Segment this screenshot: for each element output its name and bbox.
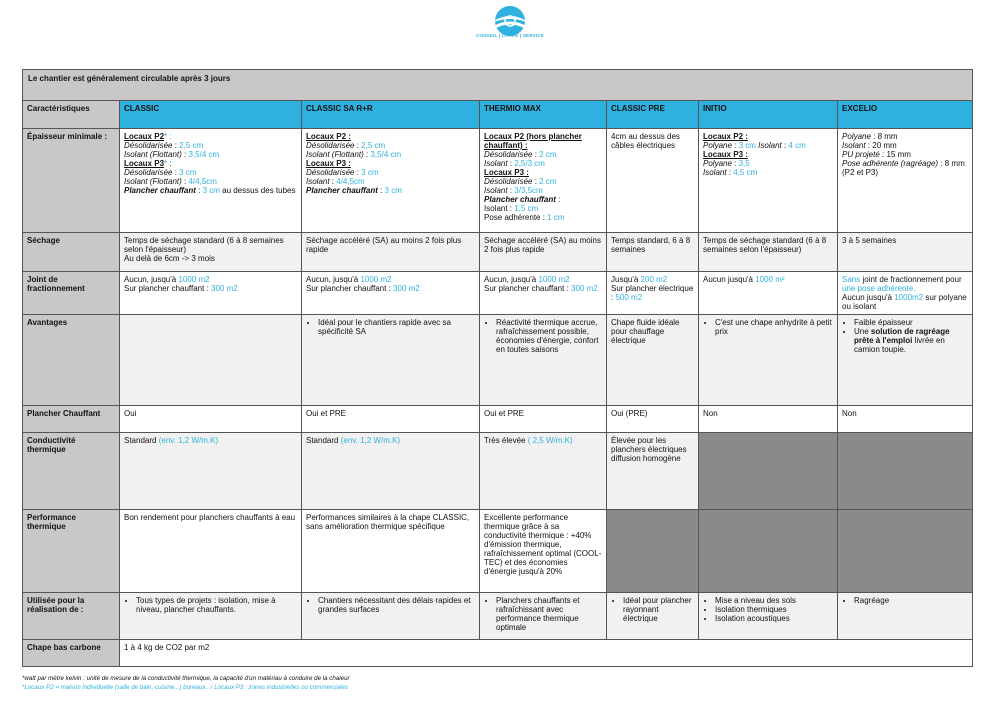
- sechage-thermio: Séchage accéléré (SA) au moins 2 fois plus rapide: [480, 233, 607, 272]
- sechage-classic: Temps de séchage standard (6 à 8 semaines selon l'épaisseur) Au delà de 6cm -> 3 mois: [120, 233, 302, 272]
- sechage-initio: Temps de séchage standard (6 à 8 semaines selon l'épaisseur): [699, 233, 838, 272]
- list-item: • Faible épaisseur: [854, 318, 968, 327]
- epaisseur-thermio: Locaux P2 (hors plancher chauffant) : Désolidarisée : 2 cm Isolant : 2,5/3 cm Locaux P3 : Désolidarisée : 2 cm Isolant : 3/3,5cm Plancher chauffant : Isolant : 1,5 cm Pose adhérente : 1 cm: [480, 129, 607, 233]
- utilisee-thermio: [480, 593, 607, 640]
- company-logo: [475, 4, 545, 44]
- row-epaisseur: [23, 129, 973, 233]
- list-item: • Idéal pour plancher rayonnant électrique: [623, 596, 694, 623]
- label-avantages: Avantages: [23, 315, 120, 406]
- joint-classic: Aucun, jusqu'à 1000 m2 Sur plancher chauffant : 300 m2: [120, 272, 302, 315]
- label-joint: Joint de fractionnement: [23, 272, 120, 315]
- epaisseur-pre: 4cm au dessus des câbles électriques: [607, 129, 699, 233]
- label-epaisseur: Épaisseur minimale :: [23, 129, 120, 233]
- avantages-pre: Chape fluide idéale pour chauffage électrique: [607, 315, 699, 406]
- header-excelio: EXCELIO: [838, 101, 973, 129]
- row-utilisee: [23, 593, 973, 640]
- title-row: [23, 70, 973, 101]
- logo-tagline: CONSEIL | CHAPE | SERVICE: [476, 33, 544, 38]
- plancher-classic-sa: Oui et PRE: [302, 406, 480, 433]
- conductivite-thermio: Très élevée ( 2,5 W/m.K): [480, 433, 607, 510]
- performance-initio: [699, 510, 838, 593]
- performance-excelio: [838, 510, 973, 593]
- footnote-locaux: *Locaux P2 = maison individuelle (salle de bain, cuisine...) bureaux.. / Locaux P3 : zones industrielles ou commerciales: [22, 684, 348, 691]
- label-utilisee: Utilisée pour la réalisation de :: [23, 593, 120, 640]
- carbone-value: 1 à 4 kg de CO2 par m2: [120, 640, 973, 667]
- label-sechage: Séchage: [23, 233, 120, 272]
- label-plancher: Plancher Chauffant: [23, 406, 120, 433]
- row-plancher: [23, 406, 973, 433]
- header-caracteristiques: Caractéristiques: [23, 101, 120, 129]
- list-item: • Ragréage: [854, 596, 968, 605]
- avantages-initio: [699, 315, 838, 406]
- header-classic-pre: CLASSIC PRE: [607, 101, 699, 129]
- joint-excelio: Sans joint de fractionnement pour une pose adhérente. Aucun jusqu'à 1000m2 sur polyane ou isolant: [838, 272, 973, 315]
- avantages-excelio: [838, 315, 973, 406]
- epaisseur-initio: Locaux P2 : Polyane : 3 cm Isolant : 4 cm Locaux P3 : Polyane : 3,5 Isolant : 4,5 cm: [699, 129, 838, 233]
- conductivite-initio: [699, 433, 838, 510]
- plancher-classic: Oui: [120, 406, 302, 433]
- header-classic-sa: CLASSIC SA R+R: [302, 101, 480, 129]
- conductivite-excelio: [838, 433, 973, 510]
- label-conductivite: Conductivité thermique: [23, 433, 120, 510]
- plancher-thermio: Oui et PRE: [480, 406, 607, 433]
- list-item: • Une solution de ragréage prête à l'emploi livrée en camion toupie.: [854, 327, 968, 354]
- list-item: • Tous types de projets : isolation, mise à niveau, plancher chauffants.: [136, 596, 297, 614]
- comparison-table: [22, 69, 973, 667]
- utilisee-initio: [699, 593, 838, 640]
- conductivite-classic: Standard (env. 1,2 W/m.K): [120, 433, 302, 510]
- header-row: [23, 101, 973, 129]
- list-item: • Réactivité thermique accrue, rafraîchissement possible, économies d'énergie, confort en toutes saisons: [496, 318, 602, 354]
- list-item: • Chantiers nécessitant des délais rapides et grandes surfaces: [318, 596, 475, 614]
- epaisseur-classic-sa: Locaux P2 : Désolidarisée : 2,5 cm Isolant (Flottant) : 3,5/4 cm Locaux P3 : Désolidarisée : 3 cm Isolant : 4/4,5cm Plancher chauffant : 3 cm: [302, 129, 480, 233]
- row-conductivite: [23, 433, 973, 510]
- row-avantages: [23, 315, 973, 406]
- table-title: Le chantier est généralement circulable après 3 jours: [23, 70, 973, 101]
- epaisseur-classic: Locaux P2* : Désolidarisée : 2,5 cm Isolant (Flottant) : 3,5/4 cm Locaux P3* : Désolidarisée : 3 cm Isolant (Flottant) : 4/4,5cm Plancher chauffant : 3 cm au dessus des tubes: [120, 129, 302, 233]
- label-carbone: Chape bas carbone: [23, 640, 120, 667]
- joint-pre: Jusqu'à 200 m2 Sur plancher électrique : 500 m2: [607, 272, 699, 315]
- performance-classic: Bon rendement pour planchers chauffants à eau: [120, 510, 302, 593]
- avantages-thermio: [480, 315, 607, 406]
- joint-initio: Aucun jusqu'à 1000 m²: [699, 272, 838, 315]
- joint-classic-sa: Aucun, jusqu'à 1000 m2 Sur plancher chauffant : 300 m2: [302, 272, 480, 315]
- row-carbone: [23, 640, 973, 667]
- header-initio: INITIO: [699, 101, 838, 129]
- utilisee-classic-sa: [302, 593, 480, 640]
- plancher-excelio: Non: [838, 406, 973, 433]
- sechage-classic-sa: Séchage accéléré (SA) au moins 2 fois plus rapide: [302, 233, 480, 272]
- list-item: • Isolation thermiques: [715, 605, 833, 614]
- list-item: • Planchers chauffants et rafraîchissant avec performance thermique optimale: [496, 596, 602, 632]
- row-performance: [23, 510, 973, 593]
- label-performance: Performance thermique: [23, 510, 120, 593]
- conductivite-pre: Élevée pour les planchers électriques diffusion homogène: [607, 433, 699, 510]
- joint-thermio: Aucun, jusqu'à 1000 m2 Sur plancher chauffant : 300 m2: [480, 272, 607, 315]
- row-joint: [23, 272, 973, 315]
- utilisee-classic: [120, 593, 302, 640]
- utilisee-pre: [607, 593, 699, 640]
- performance-classic-sa: Performances similaires à la chape CLASSIC, sans amélioration thermique spécifique: [302, 510, 480, 593]
- epaisseur-excelio: Polyane : 8 mm Isolant : 20 mm PU projeté : 15 mm Pose adhérente (ragréage) : 8 mm (P2 et P3): [838, 129, 973, 233]
- list-item: • C'est une chape anhydrite à petit prix: [715, 318, 833, 336]
- conductivite-classic-sa: Standard (env. 1,2 W/m.K): [302, 433, 480, 510]
- header-classic: CLASSIC: [120, 101, 302, 129]
- performance-thermio: Excellente performance thermique grâce à sa conductivité thermique : +40% d'émission thermique, rafraîchissement optimal (COOL-TEC) et des économies d'énergie jusqu'à 20%: [480, 510, 607, 593]
- sechage-excelio: 3 à 5 semaines: [838, 233, 973, 272]
- plancher-initio: Non: [699, 406, 838, 433]
- list-item: • Idéal pour le chantiers rapide avec sa spécificité SA: [318, 318, 475, 336]
- list-item: • Isolation acoustiques: [715, 614, 833, 623]
- header-thermio-max: THERMIO MAX: [480, 101, 607, 129]
- plancher-pre: Oui (PRE): [607, 406, 699, 433]
- list-item: • Mise a niveau des sols: [715, 596, 833, 605]
- utilisee-excelio: [838, 593, 973, 640]
- sechage-pre: Temps standard, 6 à 8 semaines: [607, 233, 699, 272]
- performance-pre: [607, 510, 699, 593]
- avantages-classic: [120, 315, 302, 406]
- footnote-watt: *watt par mètre kelvin : unité de mesure de la conductivité thermique, la capacité d'un matériau à conduire de la chaleur: [22, 675, 350, 682]
- avantages-classic-sa: [302, 315, 480, 406]
- row-sechage: [23, 233, 973, 272]
